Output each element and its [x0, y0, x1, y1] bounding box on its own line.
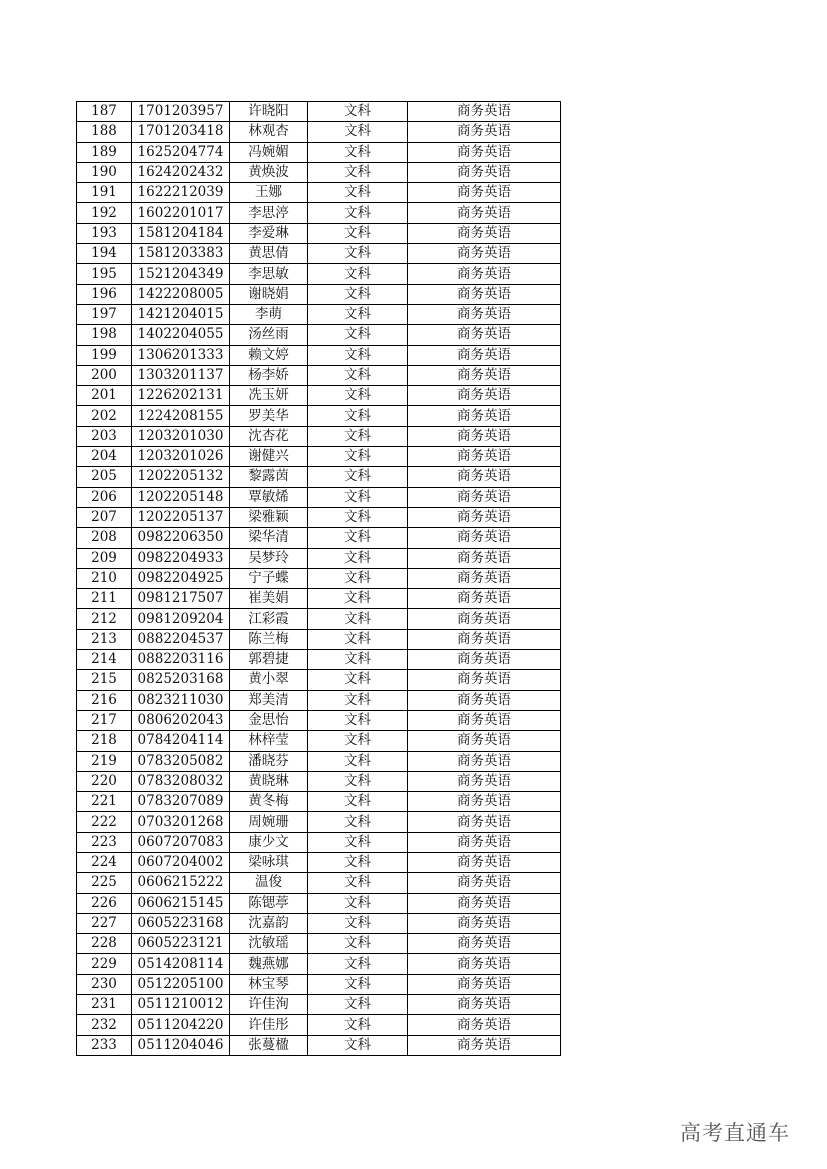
table-row — [77, 406, 561, 426]
student-name-cell: 许佳彤 — [230, 1015, 308, 1035]
exam-id-cell: 0605223121 — [132, 934, 230, 954]
table-row — [77, 528, 561, 548]
table-row — [77, 183, 561, 203]
exam-id-cell: 1306201333 — [132, 345, 230, 365]
exam-id-cell: 1602201017 — [132, 203, 230, 223]
subject-track-cell: 文科 — [308, 507, 408, 527]
row-number-cell: 233 — [77, 1035, 132, 1055]
row-number-cell: 197 — [77, 304, 132, 324]
subject-track-cell: 文科 — [308, 183, 408, 203]
exam-id-cell: 0511210012 — [132, 995, 230, 1015]
student-name-cell: 杨李娇 — [230, 365, 308, 385]
major-cell: 商务英语 — [408, 873, 561, 893]
exam-id-cell: 0511204046 — [132, 1035, 230, 1055]
subject-track-cell: 文科 — [308, 528, 408, 548]
row-number-cell: 188 — [77, 122, 132, 142]
row-number-cell: 191 — [77, 183, 132, 203]
major-cell: 商务英语 — [408, 832, 561, 852]
table-row — [77, 447, 561, 467]
subject-track-cell: 文科 — [308, 102, 408, 122]
table-row — [77, 792, 561, 812]
table-row — [77, 670, 561, 690]
table-row — [77, 873, 561, 893]
student-name-cell: 林宝琴 — [230, 974, 308, 994]
major-cell: 商务英语 — [408, 365, 561, 385]
major-cell: 商务英语 — [408, 792, 561, 812]
subject-track-cell: 文科 — [308, 467, 408, 487]
exam-id-cell: 1421204015 — [132, 304, 230, 324]
student-name-cell: 冼玉妍 — [230, 386, 308, 406]
row-number-cell: 208 — [77, 528, 132, 548]
row-number-cell: 219 — [77, 751, 132, 771]
subject-track-cell: 文科 — [308, 122, 408, 142]
major-cell: 商务英语 — [408, 629, 561, 649]
student-name-cell: 金思怡 — [230, 710, 308, 730]
student-name-cell: 陈锶葶 — [230, 893, 308, 913]
major-cell: 商务英语 — [408, 325, 561, 345]
table-row — [77, 629, 561, 649]
student-name-cell: 黄晓琳 — [230, 771, 308, 791]
exam-id-cell: 0981217507 — [132, 589, 230, 609]
student-name-cell: 许晓阳 — [230, 102, 308, 122]
subject-track-cell: 文科 — [308, 771, 408, 791]
row-number-cell: 232 — [77, 1015, 132, 1035]
major-cell: 商务英语 — [408, 142, 561, 162]
exam-id-cell: 1622212039 — [132, 183, 230, 203]
exam-id-cell: 0882203116 — [132, 650, 230, 670]
table-row — [77, 609, 561, 629]
row-number-cell: 224 — [77, 852, 132, 872]
row-number-cell: 204 — [77, 447, 132, 467]
table-row — [77, 244, 561, 264]
major-cell: 商务英语 — [408, 426, 561, 446]
row-number-cell: 227 — [77, 913, 132, 933]
major-cell: 商务英语 — [408, 1035, 561, 1055]
row-number-cell: 216 — [77, 690, 132, 710]
subject-track-cell: 文科 — [308, 284, 408, 304]
subject-track-cell: 文科 — [308, 812, 408, 832]
major-cell: 商务英语 — [408, 893, 561, 913]
subject-track-cell: 文科 — [308, 162, 408, 182]
exam-id-cell: 1521204349 — [132, 264, 230, 284]
exam-id-cell: 0784204114 — [132, 731, 230, 751]
row-number-cell: 230 — [77, 974, 132, 994]
table-row — [77, 284, 561, 304]
subject-track-cell: 文科 — [308, 731, 408, 751]
table-row — [77, 832, 561, 852]
row-number-cell: 213 — [77, 629, 132, 649]
student-name-cell: 温俊 — [230, 873, 308, 893]
table-row — [77, 467, 561, 487]
table-row — [77, 426, 561, 446]
subject-track-cell: 文科 — [308, 386, 408, 406]
student-name-cell: 梁咏琪 — [230, 852, 308, 872]
major-cell: 商务英语 — [408, 528, 561, 548]
student-list-table — [76, 101, 561, 1056]
row-number-cell: 229 — [77, 954, 132, 974]
student-name-cell: 魏燕娜 — [230, 954, 308, 974]
table-row — [77, 974, 561, 994]
major-cell: 商务英语 — [408, 447, 561, 467]
exam-id-cell: 1203201026 — [132, 447, 230, 467]
table-row — [77, 507, 561, 527]
exam-id-cell: 0882204537 — [132, 629, 230, 649]
exam-id-cell: 1422208005 — [132, 284, 230, 304]
student-name-cell: 康少文 — [230, 832, 308, 852]
major-cell: 商务英语 — [408, 223, 561, 243]
exam-id-cell: 0806202043 — [132, 710, 230, 730]
major-cell: 商务英语 — [408, 548, 561, 568]
exam-id-cell: 1625204774 — [132, 142, 230, 162]
subject-track-cell: 文科 — [308, 426, 408, 446]
student-name-cell: 沈嘉韵 — [230, 913, 308, 933]
subject-track-cell: 文科 — [308, 792, 408, 812]
exam-id-cell: 1581204184 — [132, 223, 230, 243]
table-row — [77, 954, 561, 974]
row-number-cell: 203 — [77, 426, 132, 446]
subject-track-cell: 文科 — [308, 223, 408, 243]
table-row — [77, 386, 561, 406]
row-number-cell: 218 — [77, 731, 132, 751]
major-cell: 商务英语 — [408, 609, 561, 629]
exam-id-cell: 1581203383 — [132, 244, 230, 264]
major-cell: 商务英语 — [408, 589, 561, 609]
major-cell: 商务英语 — [408, 650, 561, 670]
major-cell: 商务英语 — [408, 183, 561, 203]
exam-id-cell: 1624202432 — [132, 162, 230, 182]
table-row — [77, 751, 561, 771]
major-cell: 商务英语 — [408, 690, 561, 710]
exam-id-cell: 0982206350 — [132, 528, 230, 548]
exam-id-cell: 0783205082 — [132, 751, 230, 771]
row-number-cell: 223 — [77, 832, 132, 852]
row-number-cell: 199 — [77, 345, 132, 365]
subject-track-cell: 文科 — [308, 650, 408, 670]
subject-track-cell: 文科 — [308, 345, 408, 365]
student-name-cell: 张蔓楹 — [230, 1035, 308, 1055]
table-row — [77, 934, 561, 954]
subject-track-cell: 文科 — [308, 325, 408, 345]
major-cell: 商务英语 — [408, 731, 561, 751]
major-cell: 商务英语 — [408, 812, 561, 832]
exam-id-cell: 0981209204 — [132, 609, 230, 629]
student-name-cell: 许佳洵 — [230, 995, 308, 1015]
subject-track-cell: 文科 — [308, 447, 408, 467]
row-number-cell: 196 — [77, 284, 132, 304]
table-row — [77, 264, 561, 284]
row-number-cell: 198 — [77, 325, 132, 345]
table-row — [77, 893, 561, 913]
student-name-cell: 王娜 — [230, 183, 308, 203]
student-name-cell: 周婉珊 — [230, 812, 308, 832]
student-name-cell: 郭碧捷 — [230, 650, 308, 670]
major-cell: 商务英语 — [408, 1015, 561, 1035]
student-name-cell: 冯婉媚 — [230, 142, 308, 162]
exam-id-cell: 0606215145 — [132, 893, 230, 913]
major-cell: 商务英语 — [408, 954, 561, 974]
student-name-cell: 谢晓娟 — [230, 284, 308, 304]
subject-track-cell: 文科 — [308, 852, 408, 872]
exam-id-cell: 0514208114 — [132, 954, 230, 974]
subject-track-cell: 文科 — [308, 974, 408, 994]
subject-track-cell: 文科 — [308, 670, 408, 690]
exam-id-cell: 1701203418 — [132, 122, 230, 142]
row-number-cell: 225 — [77, 873, 132, 893]
table-row — [77, 1035, 561, 1055]
student-name-cell: 汤丝雨 — [230, 325, 308, 345]
student-name-cell: 潘晓芬 — [230, 751, 308, 771]
row-number-cell: 226 — [77, 893, 132, 913]
student-name-cell: 黎露茵 — [230, 467, 308, 487]
row-number-cell: 215 — [77, 670, 132, 690]
major-cell: 商务英语 — [408, 974, 561, 994]
subject-track-cell: 文科 — [308, 873, 408, 893]
major-cell: 商务英语 — [408, 345, 561, 365]
exam-id-cell: 0982204933 — [132, 548, 230, 568]
exam-id-cell: 0607204002 — [132, 852, 230, 872]
table-row — [77, 690, 561, 710]
row-number-cell: 217 — [77, 710, 132, 730]
student-name-cell: 陈兰梅 — [230, 629, 308, 649]
subject-track-cell: 文科 — [308, 609, 408, 629]
row-number-cell: 222 — [77, 812, 132, 832]
table-row — [77, 345, 561, 365]
student-name-cell: 梁雅颖 — [230, 507, 308, 527]
student-name-cell: 宁子蝶 — [230, 568, 308, 588]
subject-track-cell: 文科 — [308, 264, 408, 284]
exam-id-cell: 0512205100 — [132, 974, 230, 994]
row-number-cell: 210 — [77, 568, 132, 588]
row-number-cell: 195 — [77, 264, 132, 284]
exam-id-cell: 0823211030 — [132, 690, 230, 710]
major-cell: 商务英语 — [408, 386, 561, 406]
major-cell: 商务英语 — [408, 467, 561, 487]
exam-id-cell: 1202205132 — [132, 467, 230, 487]
subject-track-cell: 文科 — [308, 710, 408, 730]
major-cell: 商务英语 — [408, 102, 561, 122]
exam-id-cell: 1701203957 — [132, 102, 230, 122]
student-name-cell: 黄焕波 — [230, 162, 308, 182]
table-row — [77, 913, 561, 933]
exam-id-cell: 0605223168 — [132, 913, 230, 933]
major-cell: 商务英语 — [408, 122, 561, 142]
table-row — [77, 325, 561, 345]
table-row — [77, 852, 561, 872]
student-name-cell: 沈杏花 — [230, 426, 308, 446]
row-number-cell: 192 — [77, 203, 132, 223]
row-number-cell: 231 — [77, 995, 132, 1015]
row-number-cell: 209 — [77, 548, 132, 568]
table-row — [77, 812, 561, 832]
exam-id-cell: 0703201268 — [132, 812, 230, 832]
subject-track-cell: 文科 — [308, 913, 408, 933]
subject-track-cell: 文科 — [308, 1015, 408, 1035]
exam-id-cell: 1402204055 — [132, 325, 230, 345]
subject-track-cell: 文科 — [308, 304, 408, 324]
subject-track-cell: 文科 — [308, 893, 408, 913]
subject-track-cell: 文科 — [308, 995, 408, 1015]
table-row — [77, 650, 561, 670]
row-number-cell: 205 — [77, 467, 132, 487]
major-cell: 商务英语 — [408, 913, 561, 933]
major-cell: 商务英语 — [408, 244, 561, 264]
student-name-cell: 黄思倩 — [230, 244, 308, 264]
exam-id-cell: 0783207089 — [132, 792, 230, 812]
subject-track-cell: 文科 — [308, 954, 408, 974]
table-row — [77, 162, 561, 182]
student-name-cell: 林观杏 — [230, 122, 308, 142]
student-name-cell: 林梓莹 — [230, 731, 308, 751]
row-number-cell: 200 — [77, 365, 132, 385]
row-number-cell: 193 — [77, 223, 132, 243]
student-name-cell: 李思敏 — [230, 264, 308, 284]
student-name-cell: 郑美清 — [230, 690, 308, 710]
student-name-cell: 李思渟 — [230, 203, 308, 223]
major-cell: 商务英语 — [408, 284, 561, 304]
subject-track-cell: 文科 — [308, 751, 408, 771]
major-cell: 商务英语 — [408, 568, 561, 588]
subject-track-cell: 文科 — [308, 1035, 408, 1055]
major-cell: 商务英语 — [408, 507, 561, 527]
major-cell: 商务英语 — [408, 995, 561, 1015]
major-cell: 商务英语 — [408, 771, 561, 791]
row-number-cell: 220 — [77, 771, 132, 791]
table-row — [77, 568, 561, 588]
student-name-cell: 梁华清 — [230, 528, 308, 548]
major-cell: 商务英语 — [408, 406, 561, 426]
row-number-cell: 211 — [77, 589, 132, 609]
student-name-cell: 黄小翠 — [230, 670, 308, 690]
table-row — [77, 223, 561, 243]
row-number-cell: 221 — [77, 792, 132, 812]
major-cell: 商务英语 — [408, 162, 561, 182]
exam-id-cell: 1203201030 — [132, 426, 230, 446]
major-cell: 商务英语 — [408, 264, 561, 284]
student-name-cell: 李爱琳 — [230, 223, 308, 243]
row-number-cell: 194 — [77, 244, 132, 264]
table-row — [77, 304, 561, 324]
row-number-cell: 190 — [77, 162, 132, 182]
table-row — [77, 1015, 561, 1035]
row-number-cell: 202 — [77, 406, 132, 426]
subject-track-cell: 文科 — [308, 244, 408, 264]
watermark-logo: 高考直通车 — [680, 1121, 790, 1145]
student-name-cell: 赖文婷 — [230, 345, 308, 365]
student-name-cell: 崔美娟 — [230, 589, 308, 609]
row-number-cell: 206 — [77, 487, 132, 507]
table-row — [77, 487, 561, 507]
subject-track-cell: 文科 — [308, 548, 408, 568]
major-cell: 商务英语 — [408, 304, 561, 324]
exam-id-cell: 1202205148 — [132, 487, 230, 507]
subject-track-cell: 文科 — [308, 487, 408, 507]
table-row — [77, 203, 561, 223]
subject-track-cell: 文科 — [308, 406, 408, 426]
exam-id-cell: 1224208155 — [132, 406, 230, 426]
row-number-cell: 228 — [77, 934, 132, 954]
table-row — [77, 122, 561, 142]
student-name-cell: 黄冬梅 — [230, 792, 308, 812]
row-number-cell: 207 — [77, 507, 132, 527]
subject-track-cell: 文科 — [308, 832, 408, 852]
student-name-cell: 江彩霞 — [230, 609, 308, 629]
row-number-cell: 189 — [77, 142, 132, 162]
subject-track-cell: 文科 — [308, 365, 408, 385]
subject-track-cell: 文科 — [308, 568, 408, 588]
major-cell: 商务英语 — [408, 852, 561, 872]
row-number-cell: 201 — [77, 386, 132, 406]
exam-id-cell: 1303201137 — [132, 365, 230, 385]
major-cell: 商务英语 — [408, 487, 561, 507]
exam-id-cell: 1226202131 — [132, 386, 230, 406]
subject-track-cell: 文科 — [308, 629, 408, 649]
major-cell: 商务英语 — [408, 751, 561, 771]
row-number-cell: 212 — [77, 609, 132, 629]
table-body — [77, 102, 561, 1056]
student-name-cell: 吴梦玲 — [230, 548, 308, 568]
exam-id-cell: 0607207083 — [132, 832, 230, 852]
student-name-cell: 罗美华 — [230, 406, 308, 426]
major-cell: 商务英语 — [408, 203, 561, 223]
major-cell: 商务英语 — [408, 670, 561, 690]
table-row — [77, 731, 561, 751]
row-number-cell: 214 — [77, 650, 132, 670]
exam-id-cell: 0783208032 — [132, 771, 230, 791]
student-name-cell: 沈敏瑶 — [230, 934, 308, 954]
subject-track-cell: 文科 — [308, 690, 408, 710]
table-row — [77, 365, 561, 385]
major-cell: 商务英语 — [408, 934, 561, 954]
exam-id-cell: 0511204220 — [132, 1015, 230, 1035]
subject-track-cell: 文科 — [308, 203, 408, 223]
student-name-cell: 覃敏烯 — [230, 487, 308, 507]
student-name-cell: 李萌 — [230, 304, 308, 324]
student-name-cell: 谢健兴 — [230, 447, 308, 467]
exam-id-cell: 0982204925 — [132, 568, 230, 588]
exam-id-cell: 1202205137 — [132, 507, 230, 527]
subject-track-cell: 文科 — [308, 589, 408, 609]
table-row — [77, 995, 561, 1015]
table-row — [77, 589, 561, 609]
subject-track-cell: 文科 — [308, 142, 408, 162]
table-row — [77, 771, 561, 791]
table-row — [77, 548, 561, 568]
table-row — [77, 142, 561, 162]
subject-track-cell: 文科 — [308, 934, 408, 954]
row-number-cell: 187 — [77, 102, 132, 122]
major-cell: 商务英语 — [408, 710, 561, 730]
table-row — [77, 710, 561, 730]
table-row — [77, 102, 561, 122]
exam-id-cell: 0606215222 — [132, 873, 230, 893]
exam-id-cell: 0825203168 — [132, 670, 230, 690]
